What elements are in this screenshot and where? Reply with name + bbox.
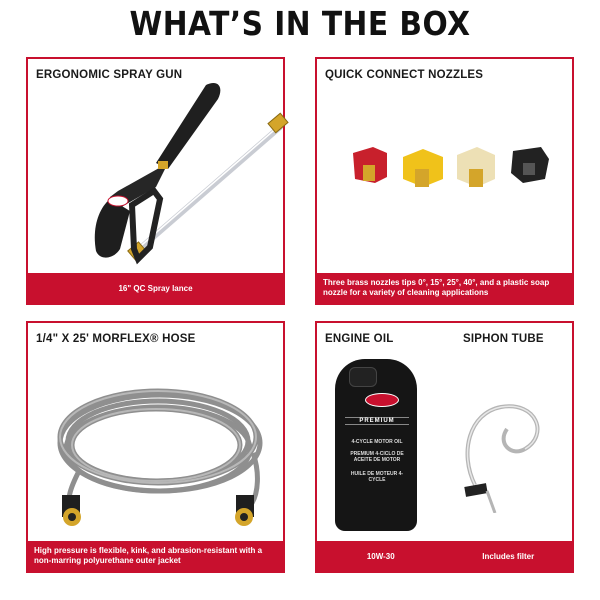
oil-tube-caption-bar <box>317 541 572 571</box>
nozzles-card <box>315 57 574 305</box>
spray-gun-label: ERGONOMIC SPRAY GUN <box>36 69 183 81</box>
nozzles-image <box>345 139 555 199</box>
pouch-line-4: HUILE DE MOTEUR 4-CYCLE <box>350 471 404 483</box>
siphon-tube-caption: Includes filter <box>482 551 535 561</box>
spray-gun-caption: 16" QC Spray lance <box>28 273 283 303</box>
hose-caption: High pressure is flexible, kink, and abrasion-resistant with a non-marring polyurethane outer jacket <box>28 541 283 571</box>
hose-label: 1/4" X 25' MORFLEX® HOSE <box>36 333 196 345</box>
page-title: WHAT’S IN THE BOX <box>129 4 471 43</box>
yellow-nozzle-icon <box>403 149 443 187</box>
brand-logo-icon <box>365 393 399 407</box>
oil-tube-card <box>315 321 574 573</box>
red-nozzle-icon <box>353 147 387 183</box>
pouch-line-2: 4-CYCLE MOTOR OIL <box>351 439 403 445</box>
engine-oil-caption: 10W-30 <box>366 551 395 561</box>
siphon-tube-label: SIPHON TUBE <box>463 333 544 345</box>
pouch-line-1: PREMIUM <box>345 417 409 425</box>
nozzles-label: QUICK CONNECT NOZZLES <box>325 69 484 81</box>
engine-oil-label: ENGINE OIL <box>325 333 394 345</box>
pouch-line-3: PREMIUM 4-CICLO DE ACEITE DE MOTOR <box>350 451 404 463</box>
hose-image <box>38 363 278 543</box>
black-soap-nozzle-icon <box>511 147 549 183</box>
pouch-cap <box>349 367 377 387</box>
spray-gun-card <box>26 57 285 305</box>
white-nozzle-icon <box>457 147 495 187</box>
hose-card <box>26 321 285 573</box>
siphon-tube-image <box>445 373 565 513</box>
spray-gun-image <box>58 79 293 279</box>
oil-pouch-image <box>335 359 417 531</box>
nozzles-caption: Three brass nozzles tips 0°, 15°, 25°, 40°, and a plastic soap nozzle for a variety of cleaning applications <box>317 273 572 303</box>
